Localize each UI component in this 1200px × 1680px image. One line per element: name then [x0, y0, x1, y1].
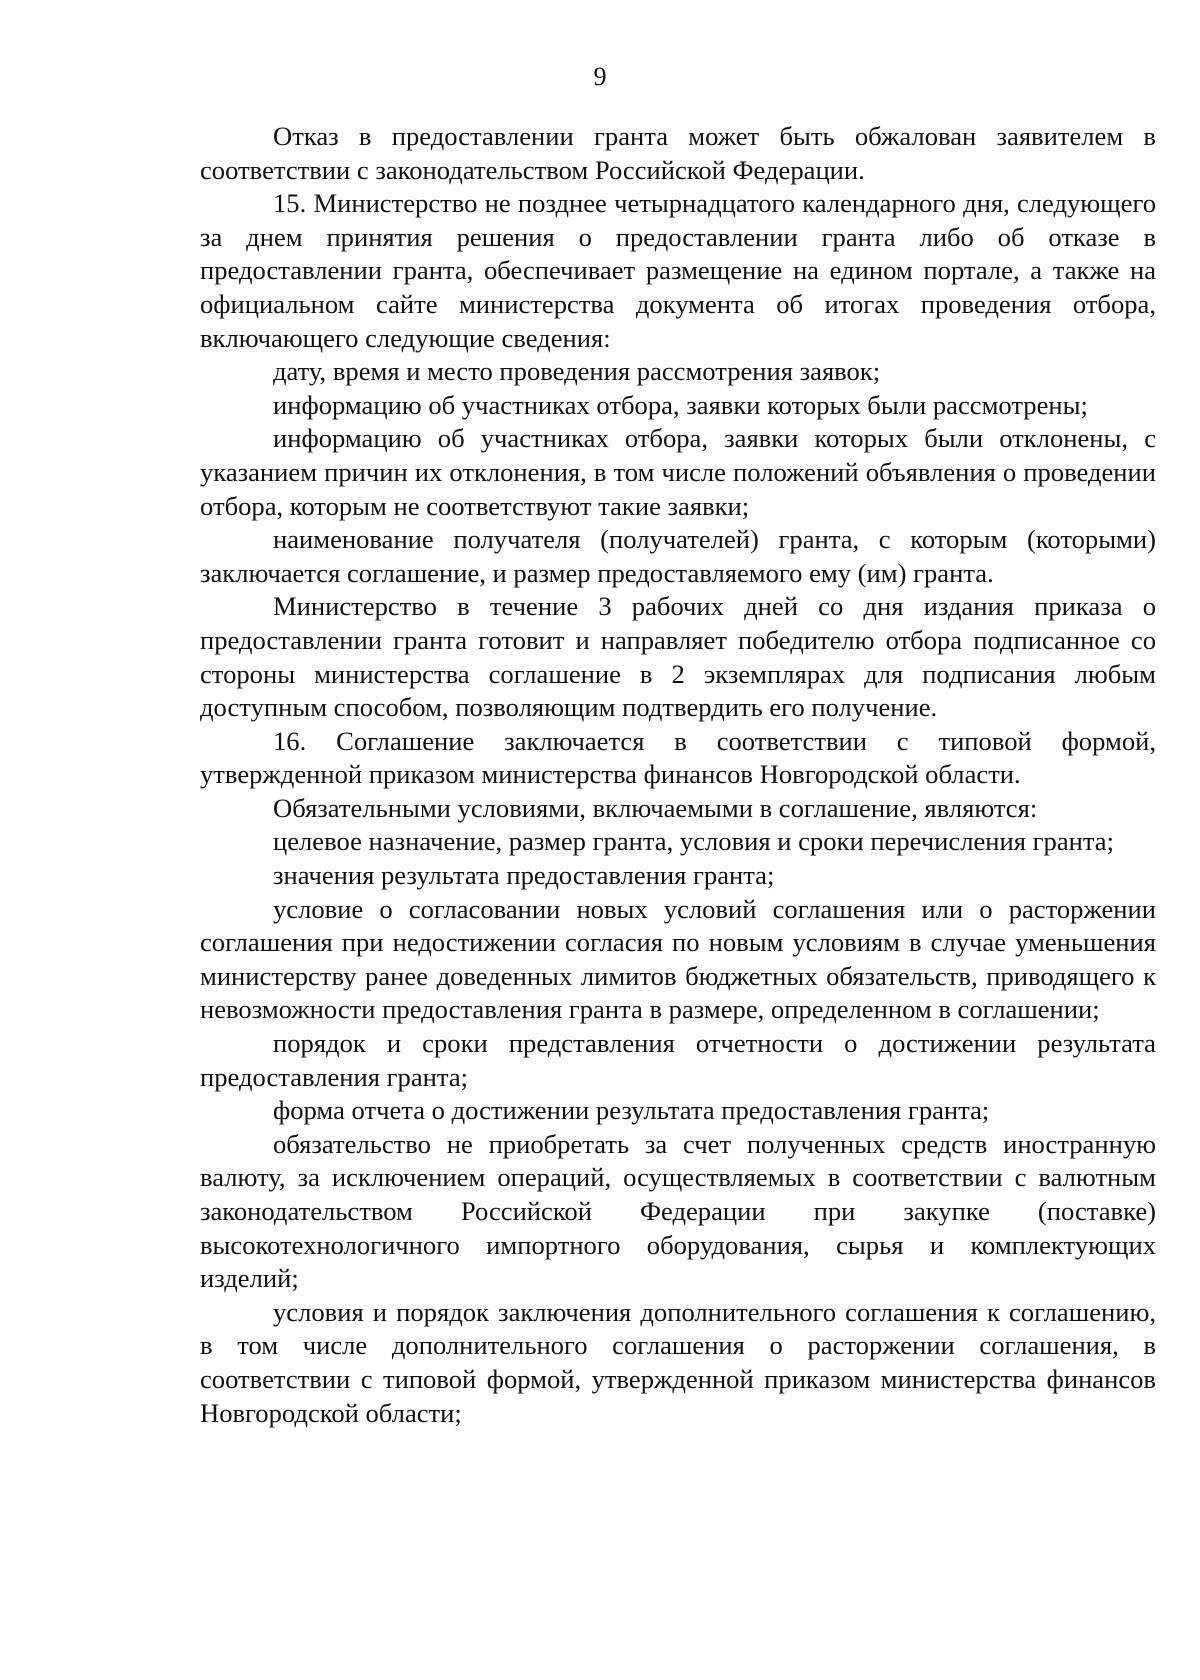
- paragraph-16-agreement: 16. Соглашение заключается в соответствии с типовой формой, утвержденной приказом министерства финансов Новгородской области.: [200, 725, 1156, 790]
- list-item-purpose-amount: целевое назначение, размер гранта, условия и сроки перечисления гранта;: [273, 826, 1115, 857]
- page-number: 9: [593, 62, 607, 91]
- list-item-report-form: форма отчета о достижении результата предоставления гранта;: [273, 1095, 990, 1126]
- list-item-result-values: значения результата предоставления гранта;: [273, 860, 775, 891]
- list-item-reporting-procedure: порядок и сроки представления отчетности о достижении результата предоставления гранта;: [200, 1028, 1156, 1092]
- paragraph-agreement-preparation: Министерство в течение 3 рабочих дней со дня издания приказа о предоставлении гранта готовит и направляет победителю отбора подписанное со стороны министерства соглашение в 2 экземплярах для подписания любым доступным способом, позволяющим подтвердить его получение.: [200, 591, 1156, 723]
- paragraph-appeal-refusal: Отказ в предоставлении гранта может быть обжалован заявителем в соответствии с законодательством Российской Федерации.: [200, 121, 1156, 185]
- list-item-considered-applications: информацию об участниках отбора, заявки которых были рассмотрены;: [273, 389, 1088, 420]
- paragraph-15-publication: 15. Министерство не позднее четырнадцатого календарного дня, следующего за днем принятия решения о предоставлении гранта либо об отказе в предоставлении гранта, обеспечивает размещение на едином портале, а также на официальном сайте министерства документа об итогах проведения отбора, включающего следующие сведения:: [200, 188, 1156, 353]
- list-item-date-time-place: дату, время и место проведения рассмотрения заявок;: [273, 356, 881, 387]
- list-item-grant-recipient: наименование получателя (получателей) гранта, с которым (которыми) заключается соглашение, и размер предоставляемого ему (им) гранта.: [200, 524, 1156, 588]
- list-item-currency-obligation: обязательство не приобретать за счет полученных средств иностранную валюту, за исключением операций, осуществляемых в соответствии с валютным законодательством Российской Федерации при закупке (поставке) высокотехнологичного импортного оборудования, сырья и комплектующих изделий;: [200, 1128, 1156, 1294]
- document-body: [200, 120, 1156, 1430]
- list-item-new-conditions: условие о согласовании новых условий соглашения или о расторжении соглашения при недостижении согласия по новым условиям в случае уменьшения министерству ранее доведенных лимитов бюджетных обязательств, приводящего к невозможности предоставления гранта в размере, определенном в соглашении;: [200, 893, 1156, 1025]
- list-item-additional-agreement: условия и порядок заключения дополнительного соглашения к соглашению, в том числе дополнительного соглашения о расторжении соглашения, в соответствии с типовой формой, утвержденной приказом министерства финансов Новгородской области;: [200, 1296, 1156, 1428]
- paragraph-mandatory-conditions: Обязательными условиями, включаемыми в соглашение, являются:: [273, 792, 1038, 823]
- list-item-rejected-applications: информацию об участниках отбора, заявки которых были отклонены, с указанием причин их отклонения, в том числе положений объявления о проведении отбора, которым не соответствуют такие заявки;: [200, 423, 1156, 521]
